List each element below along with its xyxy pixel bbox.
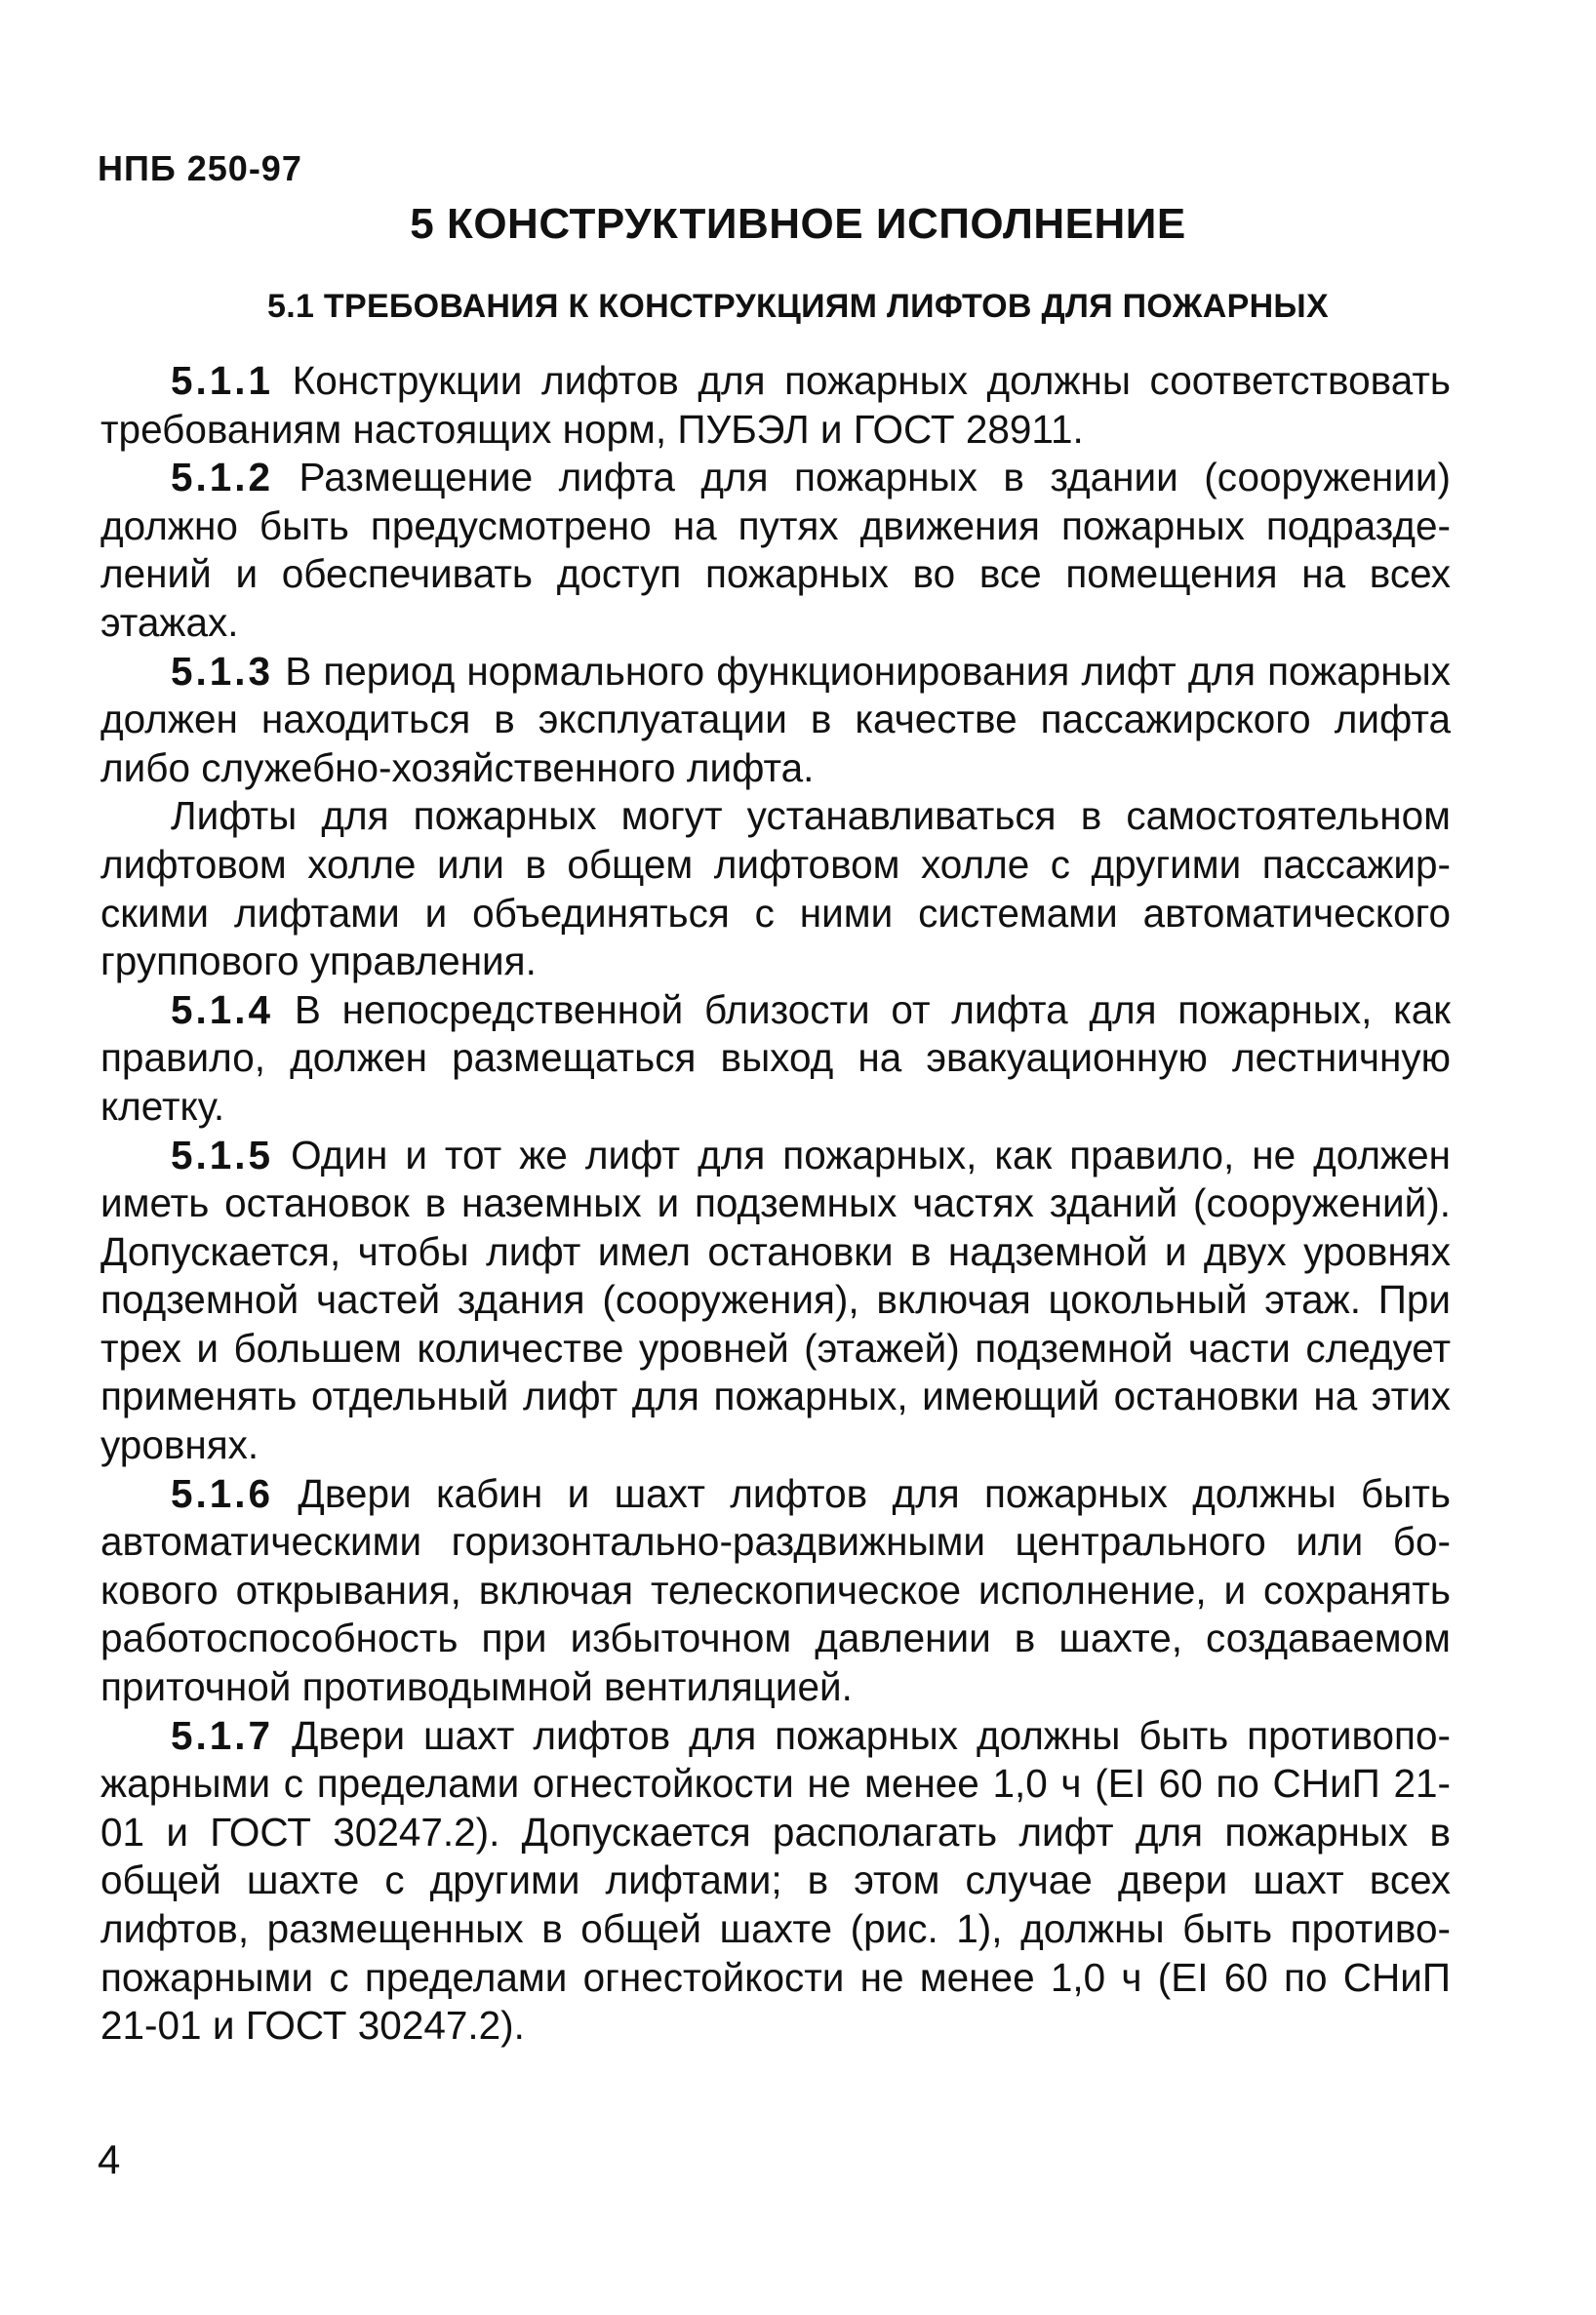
paragraph-text: Размещение лифта для пожарных в здании (сооружении) должно быть предусмотрено на путях движения пожарных подразделений и обеспечивать доступ пожарных во все помещения на всех этажах. <box>100 455 1451 645</box>
paragraph-text: В непосредственной близости от лифта для пожарных, как правило, должен размещаться выход на эвакуационную лестничную клетку. <box>100 986 1451 1129</box>
clause-number: 5.1.3 <box>171 648 274 694</box>
paragraph-text: Конструкции лифтов для пожарных должны соответствовать требованиям настоящих норм, ПУБЭЛ и ГОСТ 28911. <box>100 358 1451 452</box>
paragraph-text: В период нормального функционирования лифт для пожарных должен находиться в эксплуатации в качестве пассажирского лифта либо служебно-хозяйственного лифта. <box>100 648 1451 790</box>
clause-number: 5.1.5 <box>171 1132 274 1177</box>
paragraph-text: Один и тот же лифт для пожарных, как правило, не должен иметь остановок в наземных и подземных частях зданий (сооружений). Допускается, чтобы лифт имел остановки в надземной и двух уровнях подземной частей здания (сооружения), включая цокольный этаж. При трех и большем количестве уровней (этажей) подземной части следует применять отдельный лифт для пожарных, имеющий остановки на этих уровнях. <box>100 1132 1451 1468</box>
subsection-title: 5.1 ТРЕБОВАНИЯ К КОНСТРУКЦИЯМ ЛИФТОВ ДЛЯ ПОЖАРНЫХ <box>266 288 1329 325</box>
paragraph-text: Двери шахт лифтов для пожарных должны быть противопожарными с пределами огнестойкости не менее 1,0 ч (EI 60 по СНиП 21-01 и ГОСТ 30247.2). Допускается располагать лифт для пожарных в общей шахте с другими лифтами; в этом случае двери шахт всех лифтов, размещенных в общей шахте (рис. 1), должны быть противопожарными с пределами огнестойкости не менее 1,0 ч (EI 60 по СНиП 21-01 и ГОСТ 30247.2). <box>100 1712 1451 2049</box>
clause-number: 5.1.6 <box>171 1470 274 1516</box>
clause-number: 5.1.1 <box>171 358 274 403</box>
paragraph-text: Лифты для пожарных могут устанавливаться в самостоятельном лифтовом холле или в общем лифтовом холле с другими пассажирскими лифтами и объединяться с ними системами автоматического группового управления. <box>100 793 1451 984</box>
section-title: 5 КОНСТРУКТИВНОЕ ИСПОЛНЕНИЕ <box>410 200 1186 248</box>
paragraph-5-1-3 <box>100 648 1451 793</box>
paragraph-text: Двери кабин и шахт лифтов для пожарных должны быть автоматическими горизонтально-раздвижными центрального или бокового открывания, включая телескопическое исполнение, и сохранять работоспособность при избыточном давлении в шахте, создаваемом приточной противодымной вентиляцией. <box>100 1470 1451 1710</box>
paragraph-5-1-2 <box>100 454 1451 647</box>
paragraph-5-1-6 <box>100 1470 1451 1712</box>
clause-number: 5.1.4 <box>171 986 274 1032</box>
paragraph-5-1-3-continued <box>100 792 1451 985</box>
paragraph-5-1-5 <box>100 1132 1451 1470</box>
paragraph-5-1-7 <box>100 1712 1451 2051</box>
paragraph-5-1-4 <box>100 986 1451 1132</box>
document-code: НПБ 250-97 <box>98 148 302 188</box>
clause-number: 5.1.2 <box>171 455 274 500</box>
page-number: 4 <box>98 2136 121 2182</box>
paragraph-5-1-1 <box>100 357 1451 454</box>
clause-number: 5.1.7 <box>171 1712 274 1758</box>
body-text <box>100 357 1451 2051</box>
